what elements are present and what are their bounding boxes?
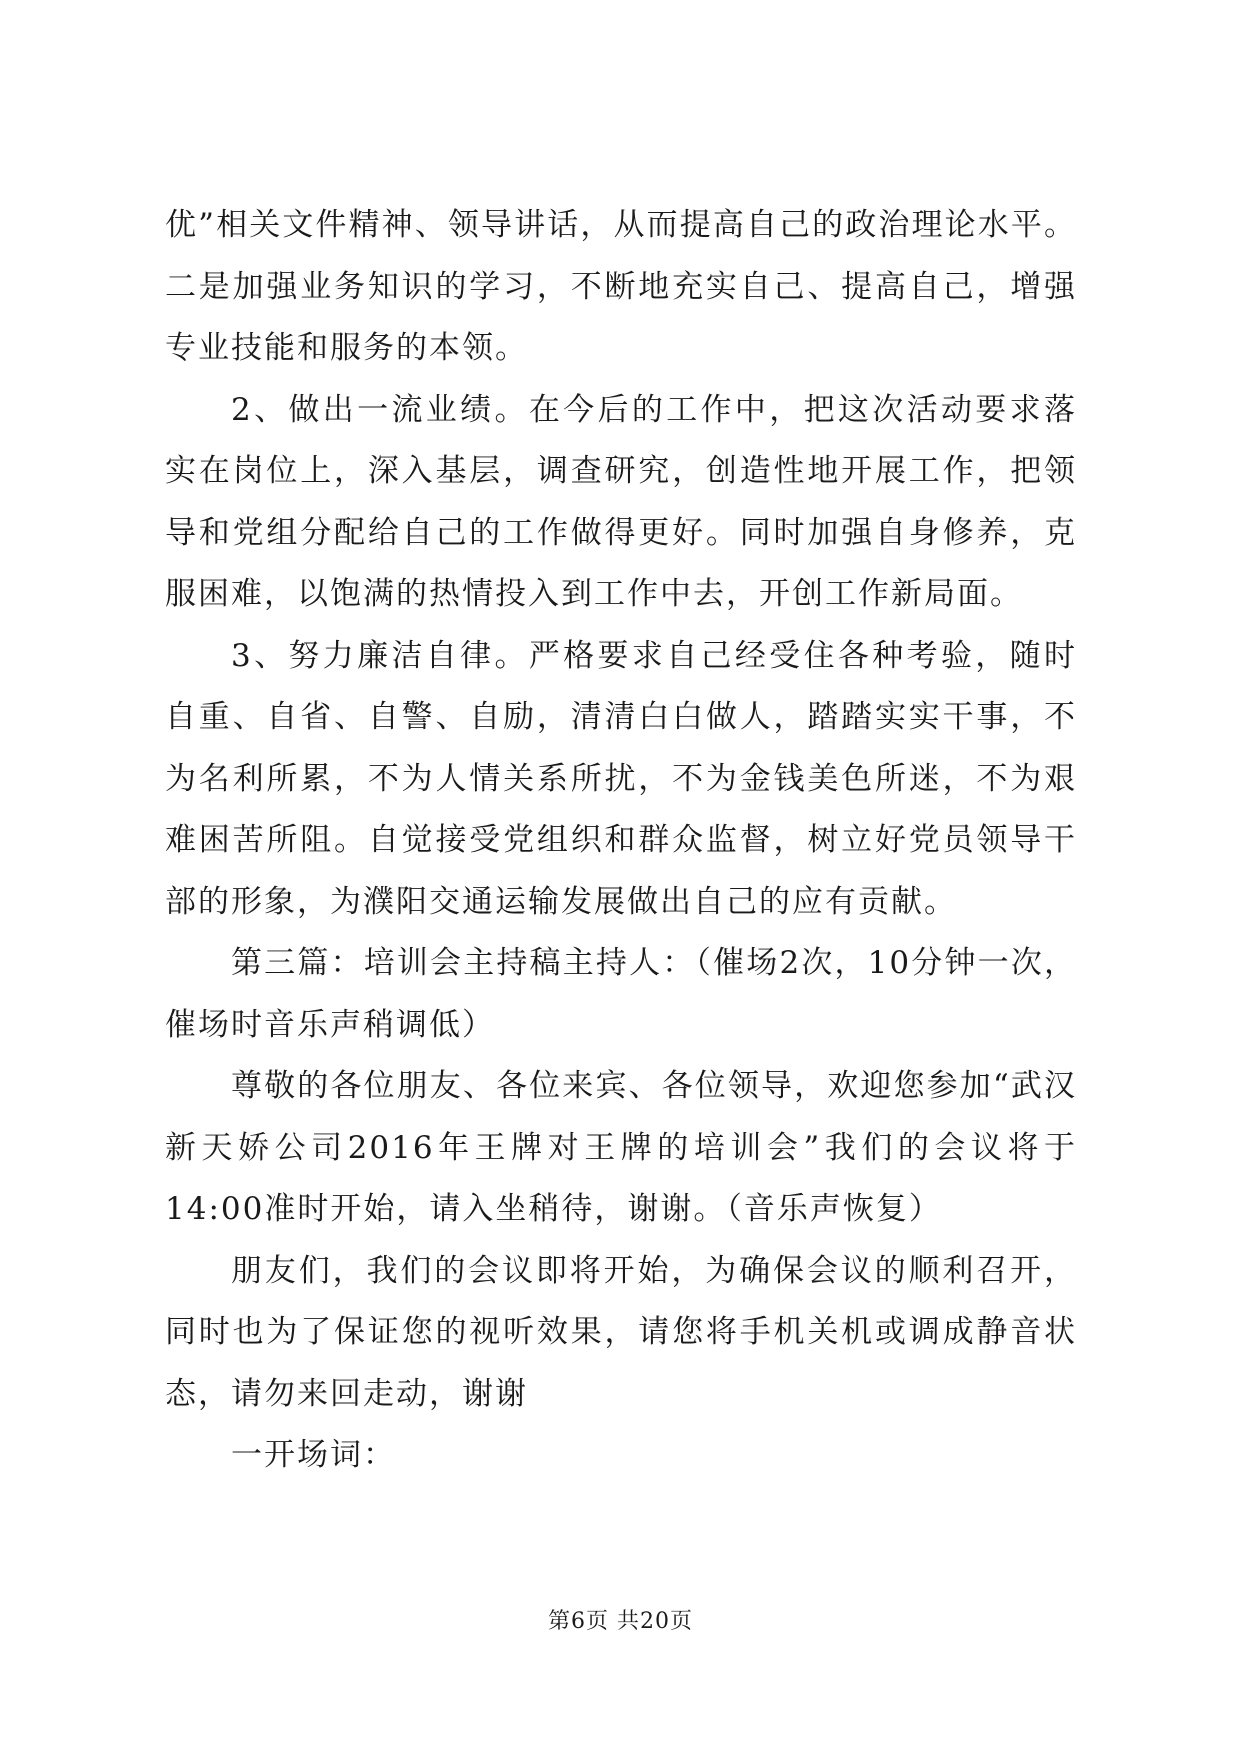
paragraph-5: 尊敬的各位朋友、各位来宾、各位领导，欢迎您参加“武汉新天娇公司2016年王牌对王牌的培训会”我们的会议将于14:00准时开始，请入坐稍待，谢谢。（音乐声恢复）: [165, 1068, 1077, 1227]
page-number-footer: 第6页 共20页: [548, 1609, 693, 1634]
paragraph-6: 朋友们，我们的会议即将开始，为确保会议的顺利召开，同时也为了保证您的视听效果，请您将手机关机或调成静音状态，请勿来回走动，谢谢: [165, 1252, 1077, 1412]
paragraph-4-section-title: 第三篇：培训会主持稿主持人：（催场2次，10分钟一次，催场时音乐声稍调低）: [165, 945, 1077, 1043]
paragraph-1: 优”相关文件精神、领导讲话，从而提高自己的政治理论水平。二是加强业务知识的学习，不断地充实自己、提高自己，增强专业技能和服务的本领。: [165, 207, 1077, 366]
paragraph-2: 2、做出一流业绩。在今后的工作中，把这次活动要求落实在岗位上，深入基层，调查研究，创造性地开展工作，把领导和党组分配给自己的工作做得更好。同时加强自身修养，克服困难，以饱满的热情投入到工作中去，开创工作新局面。: [165, 391, 1077, 612]
document-body: [165, 195, 1077, 1487]
paragraph-3: 3、努力廉洁自律。严格要求自己经受住各种考验，随时自重、自省、自警、自励，清清白白做人，踏踏实实干事，不为名利所累，不为人情关系所扰，不为金钱美色所迷，不为艰难困苦所阻。自觉接受党组织和群众监督，树立好党员领导干部的形象，为濮阳交通运输发展做出自己的应有贡献。: [165, 637, 1077, 920]
paragraph-7: 一开场词：: [231, 1437, 396, 1473]
